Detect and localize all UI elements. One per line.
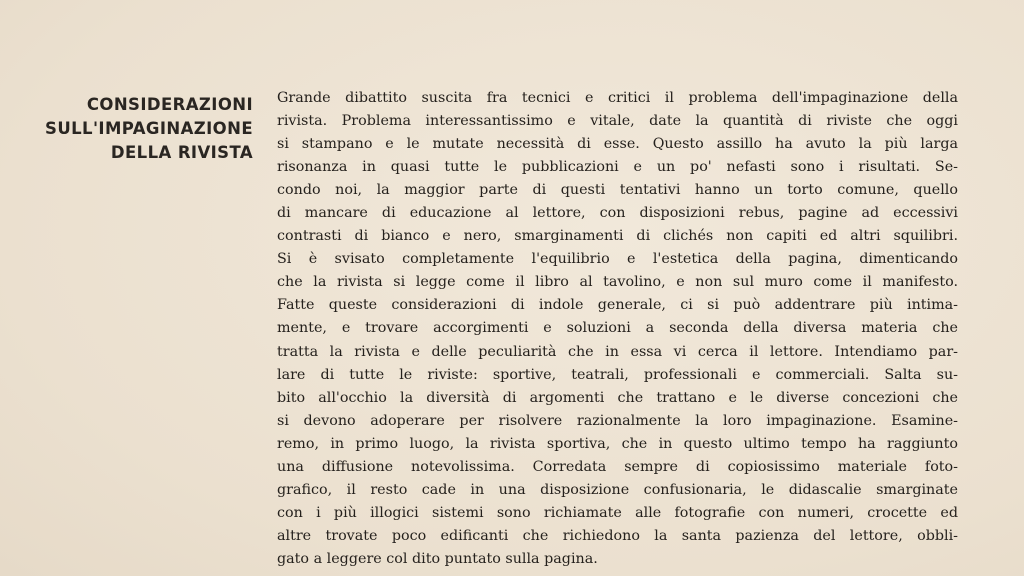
heading-line-2: SULL'IMPAGINAZIONE <box>45 119 253 138</box>
body-line: lare di tutte le riviste: sportive, teatrali, professionali e commerciali. Salta su- <box>277 366 958 383</box>
body-line: con i più illogici sistemi sono richiamate alle fotografie con numeri, crocette ed <box>277 504 958 521</box>
body-line: rivista. Problema interessantissimo e vitale, date la quantità di riviste che oggi <box>277 113 958 130</box>
heading-line-1: CONSIDERAZIONI <box>86 95 253 114</box>
body-line: bito all'occhio la diversità di argomenti che trattano e le diverse concezioni che <box>277 389 958 406</box>
body-line: si stampano e le mutate necessità di esse. Questo assillo ha avuto la più larga <box>277 136 958 153</box>
body-line: risonanza in quasi tutte le pubblicazioni e un po' nefasti sono i risultati. Se- <box>277 159 958 176</box>
body-line: altre trovate poco edificanti che richiedono la santa pazienza del lettore, obbli- <box>277 527 958 544</box>
body-line: mente, e trovare accorgimenti e soluzioni a seconda della diversa materia che <box>277 320 958 337</box>
heading-line-3: DELLA RIVISTA <box>110 143 253 162</box>
body-line: condo noi, la maggior parte di questi tentativi hanno un torto comune, quello <box>277 182 958 199</box>
body-line-last: gato a leggere col dito puntato sulla pagina. <box>277 550 598 567</box>
body-line: Grande dibattito suscita fra tecnici e critici il problema dell'impaginazione della <box>277 90 958 106</box>
body-line: di mancare di educazione al lettore, con disposizioni rebus, pagine ad eccessivi <box>277 205 958 222</box>
body-line: una diffusione notevolissima. Corredata sempre di copiosissimo materiale foto- <box>277 458 958 475</box>
body-line: tratta la rivista e delle peculiarità che in essa vi cerca il lettore. Intendiamo par- <box>277 343 958 360</box>
article-heading <box>45 93 253 165</box>
body-line: Si è svisato completamente l'equilibrio e l'estetica della pagina, dimenticando <box>277 251 958 268</box>
body-line: grafico, il resto cade in una disposizione confusionaria, le didascalie smarginate <box>277 481 958 498</box>
body-line: si devono adoperare per risolvere razionalmente la loro impaginazione. Esamine- <box>277 412 958 429</box>
body-line: Fatte queste considerazioni di indole generale, ci si può addentrare più intima- <box>277 297 958 314</box>
body-line: che la rivista si legge come il libro al tavolino, e non sul muro come il manifesto. <box>277 274 958 291</box>
body-line: remo, in primo luogo, la rivista sportiva, che in questo ultimo tempo ha raggiunto <box>277 435 958 452</box>
article-body <box>277 87 958 571</box>
body-line: contrasti di bianco e nero, smarginamenti di clichés non capiti ed altri squilibri. <box>277 228 958 245</box>
